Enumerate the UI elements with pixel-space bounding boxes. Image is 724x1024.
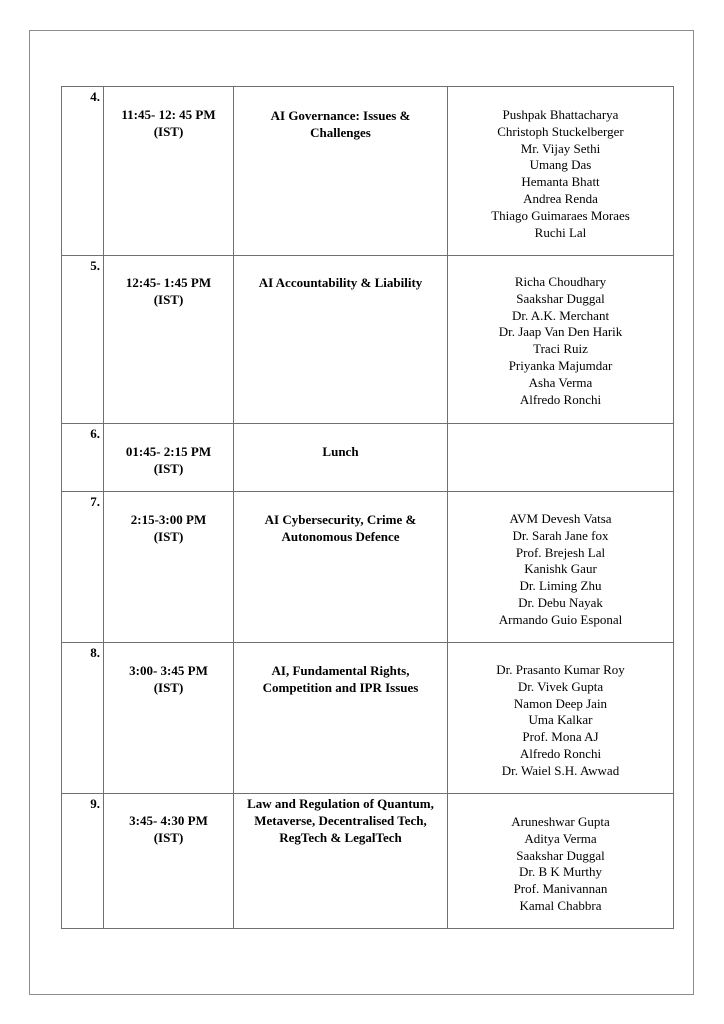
session-number: 5. (90, 258, 100, 273)
session-time: 3:00- 3:45 PM (129, 663, 208, 678)
speaker-name: Dr. Sarah Jane fox (512, 527, 609, 543)
session-timezone: (IST) (153, 461, 184, 476)
session-number-cell (62, 87, 104, 256)
session-number: 9. (90, 796, 100, 811)
session-row (62, 256, 674, 424)
speaker-name: Asha Verma (528, 374, 593, 390)
session-time: 11:45- 12: 45 PM (121, 107, 216, 122)
session-timezone: (IST) (153, 680, 184, 695)
session-row (62, 87, 674, 256)
speaker-name: Traci Ruiz (533, 341, 588, 357)
session-row (62, 643, 674, 794)
session-time: 12:45- 1:45 PM (125, 275, 212, 290)
session-topic-cell (234, 256, 448, 424)
session-topic: AI Cybersecurity, Crime & Autonomous Defence (264, 512, 417, 544)
speaker-name: Prof. Brejesh Lal (515, 544, 606, 560)
session-number: 6. (90, 426, 100, 441)
session-number-cell (62, 643, 104, 794)
speaker-list (448, 87, 673, 241)
speaker-name: Alfredo Ronchi (519, 745, 602, 761)
session-time-cell (104, 643, 234, 794)
speaker-list (448, 492, 673, 629)
schedule-table (61, 86, 674, 929)
speaker-name: Dr. Prasanto Kumar Roy (496, 662, 625, 677)
session-number: 4. (90, 89, 100, 104)
speaker-name: Ruchi Lal (534, 224, 587, 240)
session-topic-cell (234, 643, 448, 794)
speaker-name: Kanishk Gaur (524, 561, 597, 577)
session-number-cell (62, 794, 104, 929)
speaker-name: Aruneshwar Gupta (511, 814, 610, 829)
session-time-cell (104, 87, 234, 256)
session-topic: Law and Regulation of Quantum, Metaverse, Decentralised Tech, RegTech & LegalTech (247, 796, 434, 845)
session-time-cell (104, 424, 234, 492)
session-row (62, 492, 674, 643)
session-speakers-cell (448, 794, 674, 929)
session-time: 2:15-3:00 PM (130, 512, 207, 527)
speaker-name: Namon Deep Jain (513, 695, 608, 711)
session-speakers-cell (448, 643, 674, 794)
speaker-name: Pushpak Bhattacharya (502, 107, 619, 122)
session-topic: AI Accountability & Liability (258, 275, 423, 290)
speaker-name: Alfredo Ronchi (519, 391, 602, 407)
speaker-list (448, 794, 673, 915)
session-time: 3:45- 4:30 PM (129, 813, 208, 828)
speaker-name: Dr. Liming Zhu (519, 578, 602, 594)
speaker-list (448, 643, 673, 780)
session-topic-cell (234, 492, 448, 643)
session-number-cell (62, 424, 104, 492)
speaker-name: Richa Choudhary (514, 274, 607, 289)
session-topic-cell (234, 424, 448, 492)
speaker-name: Umang Das (529, 157, 592, 173)
session-number: 7. (90, 494, 100, 509)
speaker-name: Armando Guio Esponal (498, 611, 623, 627)
session-number-cell (62, 256, 104, 424)
speaker-name: Aditya Verma (524, 830, 597, 846)
speaker-name: Priyanka Majumdar (508, 357, 613, 373)
schedule-body (62, 87, 674, 929)
speaker-name: Dr. B K Murthy (518, 864, 603, 880)
speaker-name: Saakshar Duggal (516, 847, 605, 863)
speaker-list (448, 256, 673, 408)
session-timezone: (IST) (153, 830, 184, 845)
speaker-name: Uma Kalkar (528, 712, 593, 728)
speaker-name: Dr. A.K. Merchant (511, 307, 610, 323)
speaker-name: Kamal Chabbra (519, 897, 602, 913)
session-topic: AI, Fundamental Rights, Competition and IPR Issues (262, 663, 419, 695)
session-timezone: (IST) (153, 292, 184, 307)
session-speakers-cell (448, 424, 674, 492)
speaker-name: Andrea Renda (523, 190, 598, 206)
speaker-name: Hemanta Bhatt (521, 174, 600, 190)
speaker-name: Saakshar Duggal (516, 290, 605, 306)
session-topic: Lunch (322, 444, 359, 459)
speaker-name: Dr. Vivek Gupta (517, 678, 604, 694)
session-time: 01:45- 2:15 PM (125, 444, 212, 459)
session-speakers-cell (448, 87, 674, 256)
speaker-name: Mr. Vijay Sethi (520, 140, 601, 156)
session-speakers-cell (448, 492, 674, 643)
session-row (62, 794, 674, 929)
session-number-cell (62, 492, 104, 643)
speaker-name: Prof. Mona AJ (522, 729, 599, 745)
speaker-name: Prof. Manivannan (513, 881, 608, 897)
speaker-name: Dr. Jaap Van Den Harik (498, 324, 623, 340)
session-timezone: (IST) (153, 529, 184, 544)
speaker-name: AVM Devesh Vatsa (509, 511, 612, 526)
speaker-name: Christoph Stuckelberger (497, 123, 624, 139)
session-topic-cell (234, 87, 448, 256)
session-speakers-cell (448, 256, 674, 424)
session-topic-cell (234, 794, 448, 929)
session-number: 8. (90, 645, 100, 660)
session-row (62, 424, 674, 492)
session-timezone: (IST) (153, 124, 184, 139)
session-time-cell (104, 256, 234, 424)
session-topic: AI Governance: Issues & Challenges (270, 108, 411, 140)
speaker-name: Dr. Waiel S.H. Awwad (501, 762, 620, 778)
session-time-cell (104, 794, 234, 929)
speaker-name: Thiago Guimaraes Moraes (491, 207, 630, 223)
session-time-cell (104, 492, 234, 643)
speaker-name: Dr. Debu Nayak (518, 594, 603, 610)
